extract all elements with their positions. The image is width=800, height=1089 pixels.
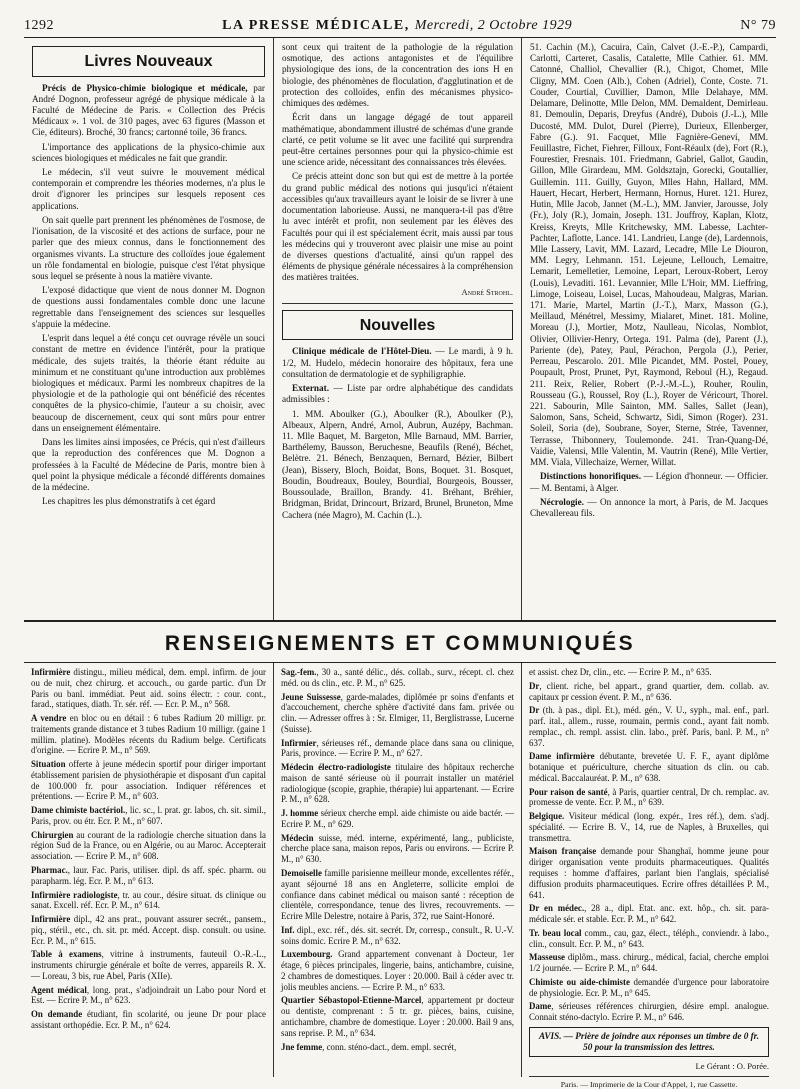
- classified-ad: [281, 833, 514, 865]
- journal-name: LA PRESSE MÉDICALE,: [222, 18, 410, 33]
- classified-ad: [529, 952, 769, 974]
- classified-ad: [281, 692, 514, 735]
- upper-section: [24, 38, 776, 622]
- news-item-text: — Liste par ordre alphabétique des candidats admissibles :: [282, 383, 514, 405]
- classified-ad-text: étudiant, fin scolarité, ou jeune Dr pour place assistant orthopédie. Ecr. P. M., n° 624.: [31, 1009, 266, 1030]
- classified-ad-lead: Quartier Sébastopol-Etienne-Marcel: [281, 995, 422, 1006]
- classified-ad-lead: On demande: [31, 1009, 83, 1020]
- page-number: 1292: [24, 18, 54, 33]
- classified-ad-lead: Chimiste ou aide-chimiste: [529, 976, 630, 987]
- classified-ad-text: distingu., milieu médical, dem. empl. infirm. de jour ou de nuit, chez chirurg. et accouch., ou garde partic. d'un Dr Paris ou banl. immédiat. Peut aid. soins électr. : cour. cont., farad., statiques, diath. Tr. sér. réf. — Ecr. P. M., n° 568.: [31, 667, 266, 710]
- classified-ad-text: titulaire des hôpitaux recherche maison de santé sérieuse où il pourrait installer un matériel radiologique (scopie, graphie, thérapie) lui appartenant. — Ecrire P. M., n° 628.: [281, 762, 514, 805]
- classified-ad-lead: J. homme: [281, 808, 319, 819]
- classified-ad: [529, 977, 769, 999]
- news-item: [530, 471, 768, 493]
- classified-ad-lead: Belgique.: [529, 811, 565, 822]
- classified-ad: [31, 759, 266, 802]
- page-header: [24, 18, 776, 38]
- classified-ad-lead: Masseuse: [529, 952, 565, 963]
- classified-ad-lead: Infirmière: [31, 667, 71, 677]
- classified-ad-text: , laur. Fac. Paris, utiliser. dipl. ds aff. spéc. pharm. ou parapharm. lég. Ecr. P. M., n° 613.: [31, 865, 266, 886]
- notice-box: AVIS. — Prière de joindre aux réponses un timbre de 0 fr. 50 pour la transmission des lettres.: [529, 1027, 769, 1057]
- classified-ad-lead: Inf.: [281, 924, 295, 935]
- classified-ad-lead: Agent médical: [31, 984, 87, 995]
- classified-ad-lead: Médecin électro-radiologiste: [281, 762, 391, 773]
- classified-ad: [31, 805, 266, 827]
- classified-ad-text: , lic. sc., l. prat. gr. labos, ch. sit. simil., Paris, prov. ou étr. Ecr. P. M., n° 607.: [31, 805, 266, 826]
- classified-ad-text: et assist. chez Dr, clin., etc. — Ecrire P. M., n° 635.: [529, 667, 712, 677]
- classified-ad: [529, 705, 769, 748]
- review-paragraph: Écrit dans un langage dégagé de tout appareil mathématique, abondamment illustré de schémas d'une grande clarté, ce petit volume se lit avec une facilité qui surprendra peut-être certaines personnes pour qui la physico-chimie est une science aride, nécessitant des connaissances très élevées.: [282, 112, 513, 168]
- classified-ad-text: demandée d'urgence pour laboratoire de physiologie. Ecr. P. M., n° 645.: [529, 976, 769, 998]
- review-paragraph: sont ceux qui traitent de la pathologie de la régulation osmotique, des actions antagonistes et de l'équilibre physiologique des ions, de la concentration des ions H en biologie, des phénomènes de floculation, d'agglutination et de protection des colloïdes, enfin des mécanismes physico-chimiques des œdèmes.: [282, 42, 513, 109]
- review-paragraph: L'importance des applications de la physico-chimie aux sciences biologiques et médicales ne fait que grandir.: [32, 141, 265, 163]
- classified-ad-lead: Infirmière: [31, 914, 71, 925]
- issue-number: N° 79: [740, 18, 776, 33]
- classifieds-banner: RENSEIGNEMENTS ET COMMUNIQUÉS: [24, 622, 776, 663]
- classified-ad: [31, 865, 266, 887]
- classified-ad-text: dipl., exc. réf., dés. sit. secrét. Dr, corresp., consult., R. U.-V. soins domic. Ecrire P. M., n° 632.: [281, 924, 514, 946]
- classified-ad-text: , conn. sténo-dact., dem. empl. secrét,: [322, 1041, 457, 1052]
- review-paragraph: Les chapitres les plus démonstratifs à cet égard: [42, 496, 216, 507]
- classified-ad: [31, 914, 266, 946]
- classified-ad: [31, 985, 266, 1007]
- classified-ad-text: diplôm., mass. chirurg., médical, facial, cherche emploi 1/2 journée. — Ecrire P. M., n° 644.: [529, 952, 769, 974]
- review-paragraph: Ce précis atteint donc son but qui est de mettre à la portée du grand public médical des notions qui jusqu'ici n'étaient accessibles qu'aux travailleurs ayant le loisir de se livrer à une documentation laborieuse. Aussi, ne manquera-t-il pas d'être lu avec intérêt et profit, non seulement par les élèves des Facultés pour qui il est spécialement écrit, mais aussi par tous les médecins qui y trouveront avec plaisir une mise au point de diverses questions d'actualité, ainsi qu'un rappel des éléments de physique générale nécessaires à la compréhension des matières traitées.: [282, 171, 513, 283]
- classified-ad: [529, 928, 769, 950]
- classified-ad-lead: Médecin: [281, 832, 314, 843]
- classified-ad: [529, 811, 769, 843]
- classified-ad: [281, 995, 514, 1038]
- classified-ad: [281, 738, 514, 760]
- classified-ad-text: Visiteur médical (long. expér., 1res réf.), dem. s'adj. spécialité. — Ecrire B. V., 14, rue de Naples, à Bruxelles, qui transmettra.: [529, 811, 769, 843]
- manager-line: Le Gérant : O. Porée.: [695, 1061, 769, 1072]
- classified-ad-text: Grand appartement convenant à Docteur, 1er étage, 6 pièces principales, lingerie, bains, antichambre, cuisine, 2 chambres de domestiques. Loyer : 20.000. Bail à céder avec tr. jolis meubles anciens. — Ecrire P. M., n° 633.: [281, 949, 514, 992]
- review-paragraph: L'exposé didactique que vient de nous donner M. Dognon de questions aussi fondamentales comble donc une lacune regrettable dans l'enseignement des sciences sur lesquelles s'appuie la médecine.: [32, 285, 265, 329]
- classified-ad: [31, 890, 266, 912]
- classifieds-column-1: [24, 663, 274, 1077]
- news-item-text: — On annonce la mort, à Paris, de M. Jacques Chevallereau fils.: [530, 496, 769, 518]
- classified-ad-text: , 28 a., dipl. Etat. anc. ext. hôp., ch. sit. para-médicale sér. et stable. Ecr. P. M., n° 642.: [529, 903, 769, 925]
- classified-ad-text: comm., cau, gaz, élect., téléph., conviendr. à labo., clin., consult. Ecr. P. M., n° 643.: [529, 927, 769, 949]
- classified-ad-text: , client. riche, bel appart., grand quartier, dem. collab. av. capitaux pr cession évent. P. M., n° 636.: [529, 680, 769, 702]
- classified-ad-lead: Dame infirmière: [529, 751, 595, 762]
- classified-ad: [281, 949, 514, 992]
- classified-ad-lead: Infirmier: [281, 737, 317, 748]
- classified-ad-text: , sérieuses références chirurgien, désire empl. analogue. Connait sténo-dactylo. Ecrire P. M., n° 646.: [529, 1001, 769, 1023]
- classified-ad: [281, 808, 514, 830]
- classifieds-column-3: [522, 663, 776, 1089]
- classified-ad-text: , à Paris, quartier central, Dr ch. remplac. av. promesse de vente. Ecr. P. M., n° 639.: [529, 786, 770, 808]
- classified-ad: [281, 1042, 514, 1053]
- journal-title: [222, 18, 572, 34]
- classified-ad-lead: Sag.-fem.: [281, 667, 317, 677]
- classified-ad: [281, 762, 514, 805]
- classified-ad-lead: Jne femme: [281, 1041, 323, 1052]
- classified-ad-text: dipl., 42 ans prat., pouvant assurer secrét., pansem., piq., stéril., etc., ch. sit. pr. méd. Accept. disp. consult. ou usine. Ecr. P. M., n° 615.: [31, 914, 266, 946]
- review-paragraph: Dans les limites ainsi imposées, ce Précis, qui n'est d'ailleurs que la reproduction des conférences que M. Dognon a professées à la Faculté de Médecine de Paris, montre bien à quel point la physique médicale a fécondé différents domaines de la médecine.: [32, 437, 266, 492]
- classified-ad-lead: Pour raison de santé: [529, 786, 608, 797]
- review-signature: André Strohl.: [461, 286, 513, 297]
- column-books: [24, 38, 274, 620]
- classified-ad-lead: Pharmac.: [31, 865, 68, 876]
- classified-ad: [31, 713, 266, 756]
- classified-ad-text: débutante, brevetée U. F. F., ayant diplôme botanique et puériculture, cherche situation ds clin. ou cab. médical. Baccalauréat. P. M., n° 638.: [529, 751, 769, 783]
- classified-ad-text: demande pour Shanghaï, homme jeune pour diriger organisation vente produits pharmaceutiques. Qualités requises : homme d'affaires, parlant bien l'anglais, spécialisé diffusion produits pharmaceutiques. Ecrire offres détaillées P. M., 641.: [529, 846, 769, 900]
- classified-ad-lead: Luxembourg.: [281, 949, 333, 960]
- news-item-title: Externat.: [292, 383, 329, 394]
- column-candidates: [522, 38, 776, 620]
- classified-ad-lead: Tr. beau local: [529, 927, 582, 938]
- classified-ad-lead: Maison française: [529, 846, 597, 857]
- classified-ad: [31, 667, 266, 710]
- news-item-title: Clinique médicale de l'Hôtel-Dieu.: [292, 346, 432, 357]
- candidate-list: 51. Cachin (M.), Cacuira, Caïn, Calvet (J.-E.-P.), Campardi, Carlotti, Carteret, Casalis, Catalette, Mlle Cathier. 61. MM. Catonné, Challiol, Chevallier (R.), Chigot, Chomet, Mlle Cligny, MM. Coen (Alb.), Cohen (Adriel), Conte, Coste. 71. Couder, Courtial, Cuvillier, Damon, Mlle Delahaye, MM. Delamare, Delinotte, Mlle Delon, MM. Demaldent, Demirleau. 81. Demoulin, Deparis, Dreyfus (André), Dubois (J.-L.), Mlle Ducosté, MM. Dulot, Durel (Pierre), Durieux, Ellenberger, Fabre (G.). 91. Facquet, Mlle Fagnière-Geneví, MM. Feuillastre, Fichet, Fiehrer, Filloux, Font-Réaulx (de), Fort (R.), Fourestier, Fresnais. 101. Friedmann, Gabriel, Gallot, Gaudin, Gillon, Mlle Girardeau, MM. Goldsztajn, Gorecki, Goutallier, Guillemin. 111. Guilly, Guyon, Mlles Hahn, Hallard, MM. Hauert, Hecart, Herbert, Hermann, Hornus, Huret. 121. Hurez, Hutin, Mlle Jacob, Jannet (M.-L.), MM. Janvier, Jarousse, Joly (Fr.), Joly (R.), Jomain, Joseph. 131. Jouffroy, Kaplan, Klotz, Kreiss, Kreyts, Mlle Kritchewsky, MM. Labesse, Lachter-Pachter, Laflotte, Lance. 141. Landrieu, Lange (de), Lardennois, Mlle Lassery, Lavit, MM. Lazard, Lecadre, Mlle Le Diouron, MM. Legry, Lehmann. 151. Lejeune, Lellouch, Lemaitre, Lemarit, Lemelletier, Lemoine, Lepart, Leroux-Robert, Leroy (Louis), Levaditi. 161. Levannier, Mlle L'Hoir, MM. Lieffring, Limoge, Loiseau, Loisel, Lucas, Mahoudeau, Malgras, Marian. 171. Marie, Martel, Martin (J.-T.), Marx, Masson (G.), Meillaud, Ménétrel, Messimy, Mialaret, Minet. 181. Moline, Moreau (J.), Mortier, Motz, Naulleau, Nicolas, Nomblot, Olivier, Ollivier-Henry, Ortega. 191. Palma (de), Parent (J.), Pariente (de), Patey, Paul, Pérachon, Pergola (J.), Perier, Perreau, Pescarolo. 201. Mlle Picandet, MM. Postel, Pouey, Poupault, Prost, Prunet, Pyt, Raymond, Reboul (H.), Regaud. 211. Reix, Relier, Robert (P.-J.-M.-L.), Rouher, Roulin, Rousseau (G.), Roussel, Roy (L.), Royer de Véricourt, Thorel. 221. Sabourin, Mlle Sainton, MM. Salles, Sallet (Jean), Salomon, Sans, Scheid, Schwartz, Sidi, Simon (Roger). 231. Soleil, Soria (de), Soubrane, Soyer, Sterne, Strée, Tavenner, Terrasse, Thibonnery, Toulemonde. 241. Tran-Quang-Dé, Vaidie, Valensi, Mlle Valentin, M. Vautrin (René), Mlle Vertier, MM. Viala, Villechaize, Werner, Willat.: [530, 42, 768, 468]
- classified-ad-lead: Jeune Suissesse: [281, 691, 341, 702]
- classified-ad: [529, 1001, 769, 1023]
- section-heading-nouvelles: Nouvelles: [282, 310, 513, 341]
- news-item-title: Distinctions honorifiques.: [540, 471, 642, 482]
- classified-ad-text: suisse, méd. interne, expérimenté, lang., publiciste, cherche place sana, maison repos, Paris ou environs. — Ecrire P. M., n° 630.: [281, 832, 514, 865]
- news-item: [530, 497, 768, 519]
- classified-ad: [529, 846, 769, 900]
- news-item-text: — Légion d'honneur. — Officier. — M. Bentami, à Alger.: [530, 471, 769, 493]
- classified-ad: [529, 903, 769, 925]
- classified-ad: [281, 868, 514, 922]
- review-paragraph: Le médecin, s'il veut suivre le mouvement médical contemporain et comprendre les théories modernes, n'a plus le droit d'ignorer les principes sur lesquels reposent ces applications.: [32, 167, 265, 211]
- classified-ad-lead: A vendre: [31, 713, 67, 724]
- classified-ad: [529, 787, 769, 809]
- classified-ad-lead: Dame: [529, 1001, 552, 1012]
- classified-ad: [31, 949, 266, 981]
- classified-ad-text: offerte à jeune médecin sportif pour diriger important établissement parisien de physiothérapie et disposant d'un capital de 100.000 fr. pour association. Indiquer références et prétentions. — Ecrire P. M., n° 603.: [31, 759, 266, 802]
- classified-ad-text: sérieux cherche empl. aide chimiste ou aide bactér. — Ecrire P. M., n° 629.: [281, 808, 514, 829]
- classified-ad-lead: Dr: [529, 705, 540, 716]
- section-heading-livres: Livres Nouveaux: [32, 46, 265, 77]
- classified-ad-text: , long. prat., s'adjoindrait un Labo pour Nord et Est. — Ecrire P. M., n° 623.: [31, 984, 266, 1006]
- classified-ad: [529, 751, 769, 783]
- classified-ad-lead: Demoiselle: [281, 868, 322, 879]
- column-review-news: [274, 38, 522, 620]
- news-item-text: — Le mardi, à 9 h. 1/2, M. Hudelo, médecin honoraire des hôpitaux, fera une consultation de dermatologie et de syphiligraphie.: [282, 346, 513, 379]
- classified-ad-lead: Dr: [529, 680, 540, 691]
- news-item: [282, 383, 513, 405]
- divider: [282, 303, 513, 304]
- news-item: [282, 346, 513, 380]
- news-item-title: Nécrologie.: [540, 496, 584, 507]
- classifieds-section: [24, 663, 776, 1089]
- classified-ad-text: famille parisienne meilleur monde, excellentes référ., ayant séjourné 18 ans en Angleterre, sollicite emploi de confiance dans cabinet médical ou maison santé : réception de clientèle, correspondance, tenue des livres, recouvrements. — Ecrire Mlle Delestre, notaire à Paris, 372, rue Saint-Honoré.: [281, 868, 514, 922]
- classifieds-column-2: [274, 663, 522, 1077]
- book-reference: [32, 83, 265, 139]
- classified-ad-text: , tr. au cour., désire situat. ds clinique ou sanat. Excell. réf. Ecr. P. M., n° 614.: [31, 889, 266, 911]
- classified-ad: [281, 925, 514, 947]
- classified-ad-lead: Dr en médec.: [529, 903, 585, 914]
- classified-ad-text: en bloc ou en détail : 6 tubes Radium 20 milligr. pr. traitements grande distance et 3 tubes Radium 10 milligr. (gaine 1 millim. platine). Modèles récents du Radium belge. Certificats d'origine. — Ecrire P. M., n° 569.: [31, 713, 266, 756]
- classified-ad-lead: Infirmière radiologiste: [31, 889, 118, 900]
- candidate-list: 1. MM. Aboulker (G.), Aboulker (R.), Aboulker (P.), Albeaux, Alpern, André, Arnol, Aubrun, Auzépy, Bachman. 11. Mlle Baquet, M. Bargeton, Mlle Barnaud, MM. Barrier, Barthélemy, Bausson, Beruchesne, Beaufils (René), Béchet, Belètre. 21. Bénech, Benzaquen, Bernard, Bézier, Bilbert (Jean), Bissery, Bloch, Boidat, Bons, Boquet. 31. Bosquet, Boudin, Boudreaux, Bouley, Bourdial, Bourgeois, Bousser, Boussoulade, Braillon, Brandy. 41. Bréhant, Bréhier, Bridgman, Bridat, Drincourt, Brizard, Brunel, Bruneton, Mme Cachera (née Magro), M. Cachin (L.).: [282, 408, 513, 520]
- book-author: par André Dognon, professeur agrégé de physique médicale à la Faculté de Médecine de Paris. « Collection des Précis Médicaux ». 1 vol. de 310 pages, avec 63 figures (Masson et Cie, éditeurs). Broché, 30 francs; cartonné toile, 36 francs.: [32, 82, 265, 138]
- classified-ad: [529, 681, 769, 703]
- classified-ad-text: , garde-malades, diplômée pr soins d'enfants et d'accouchement, cherche sphère d'activité dans fam. privée ou clin. — Adresser offres à : Sr. Elmiger, 11, Berglistrasse, Lucerne (Suisse).: [281, 691, 515, 734]
- classified-ad-text: , appartement pr docteur ou dentiste, comprenant : 5 tr. gr. pièces, bains, cuisine, antichambre, chambre de domestique. Loyer : 20.000. Bail 9 ans, sans reprise. P. M., n° 634.: [281, 995, 514, 1038]
- review-paragraph: L'esprit dans lequel a été conçu cet ouvrage révèle un souci constant de mettre en évidence l'intérêt, pour la pratique médicale, des sujets traités, la théorie étant réduite au minimum et ne constituant qu'une introduction aux problèmes biologiques et médicaux. Parmi les nombreux chapitres de la physiologie et de la pathologie qui ont bénéficié des récentes conquêtes de la physico-chimie, l'auteur a su choisir, avec beaucoup de discernement, ceux qui sont mûrs pour entrer dans un enseignement élémentaire.: [32, 333, 265, 433]
- classified-ad-lead: Table à examens: [31, 949, 102, 960]
- issue-date: Mercredi, 2 Octobre 1929: [414, 18, 573, 33]
- classified-ad: [31, 830, 266, 862]
- printer-line: Paris. — Imprimerie de la Cour d'Appel, 1, rue Cassette.: [529, 1076, 769, 1089]
- classified-ad-text: au courant de la radiologie cherche situation dans la région Sud de la France, ou en Algérie, ou au Maroc. Accepterait association. — Ecrire P. M., n° 608.: [31, 829, 266, 862]
- classified-ad-text: , 30 a., santé délic., dés. collab., surv., récept. cl. chez méd. ou ds clin., etc. P. M., n° 625.: [281, 667, 514, 688]
- classified-ad-text: , vitrine à instruments, fauteuil O.-R.-L., instruments chirurgie générale et boîte de verres, appareils R. X. — Loreau, 3 bis, rue Abel, Paris (XIIe).: [31, 949, 267, 981]
- review-paragraph: On sait quelle part prennent les phénomènes de l'osmose, de l'ionisation, de la viscosité et des actions de surface, pour ne parler que des mieux connus, dans le fonctionnement des organismes vivants. La structure des colloïdes joue également un rôle fondamental en biologie, puisque c'est l'état physique sous lequel se présente à nous la matière vivante.: [32, 214, 265, 282]
- classified-ad: [529, 667, 769, 678]
- classified-ad-text: (th. à pas., dipl. Et.), méd. gén., V. U., syph., mal. enf., parl. parf. ital., allem., russe, roumain, permis cond., ayant fait nomb. remplac., ch. rempl. assist. clin. labo., prèf. Paris, banl. P. M., n° 637.: [529, 705, 769, 748]
- classified-ad: [281, 667, 514, 689]
- classified-ad-lead: Dame chimiste bactériol.: [31, 805, 126, 816]
- classified-ad-text: , sérieuses réf., demande place dans sana ou clinique, Paris, province. — Ecrire P. M., n° 627.: [281, 737, 514, 759]
- book-title: Précis de Physico-chimie biologique et médicale,: [42, 82, 248, 93]
- classifieds-column-3-list: [529, 667, 769, 1023]
- classified-ad-lead: Situation: [31, 759, 66, 770]
- classified-ad: [31, 1009, 266, 1031]
- classified-ad-lead: Chirurgien: [31, 829, 74, 840]
